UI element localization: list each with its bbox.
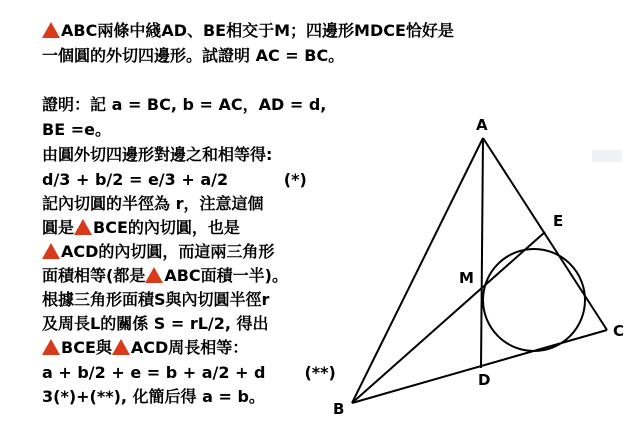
proof-line-12: a + b/2 + e = b + a/2 + d (**): [42, 363, 336, 382]
label-b: B: [333, 400, 345, 418]
proof-line-7: ACD的內切圓，而這兩三角形: [42, 242, 274, 262]
problem-line-2: 一個圓的外切四邊形。試證明 AC = BC。: [42, 46, 345, 65]
proof-line-13: 3(*)+(**), 化簡后得 a = b。: [42, 387, 265, 406]
median-be: [352, 232, 545, 403]
label-e: E: [553, 212, 564, 230]
label-a: A: [476, 116, 488, 134]
proof-line-3: 由圓外切四邊形對邊之和相等得:: [42, 145, 273, 164]
side-ac: [483, 138, 607, 330]
label-d: D: [478, 371, 491, 389]
proof-line-5: 記內切圓的半徑為 r，注意這個: [42, 194, 264, 213]
proof-line-8: 面積相等(都是 ABC面積一半)。: [42, 266, 288, 285]
label-m: M: [459, 269, 474, 287]
side-bc: [352, 330, 607, 403]
proof-line-10: 及周長L的關係 S = rL/2, 得出: [42, 314, 269, 333]
proof-line-1: 證明：記 a = BC, b = AC，AD = d,: [42, 95, 327, 114]
proof-line-6: 圓是 BCE的內切圓，也是: [42, 218, 240, 237]
problem-line-1: ABC兩條中綫AD、BE相交于M；四邊形MDCE恰好是: [42, 21, 454, 41]
proof-line-11: BCE與 ACD周長相等：: [42, 338, 248, 358]
label-c: C: [613, 322, 625, 340]
proof-line-2: BE =e。: [42, 120, 111, 139]
proof-line-9: 根據三角形面積S與內切圓半徑r: [42, 290, 270, 309]
incircle: [483, 249, 585, 351]
median-ad: [481, 138, 483, 368]
proof-line-4: d/3 + b/2 = e/3 + a/2 (*): [42, 170, 307, 189]
